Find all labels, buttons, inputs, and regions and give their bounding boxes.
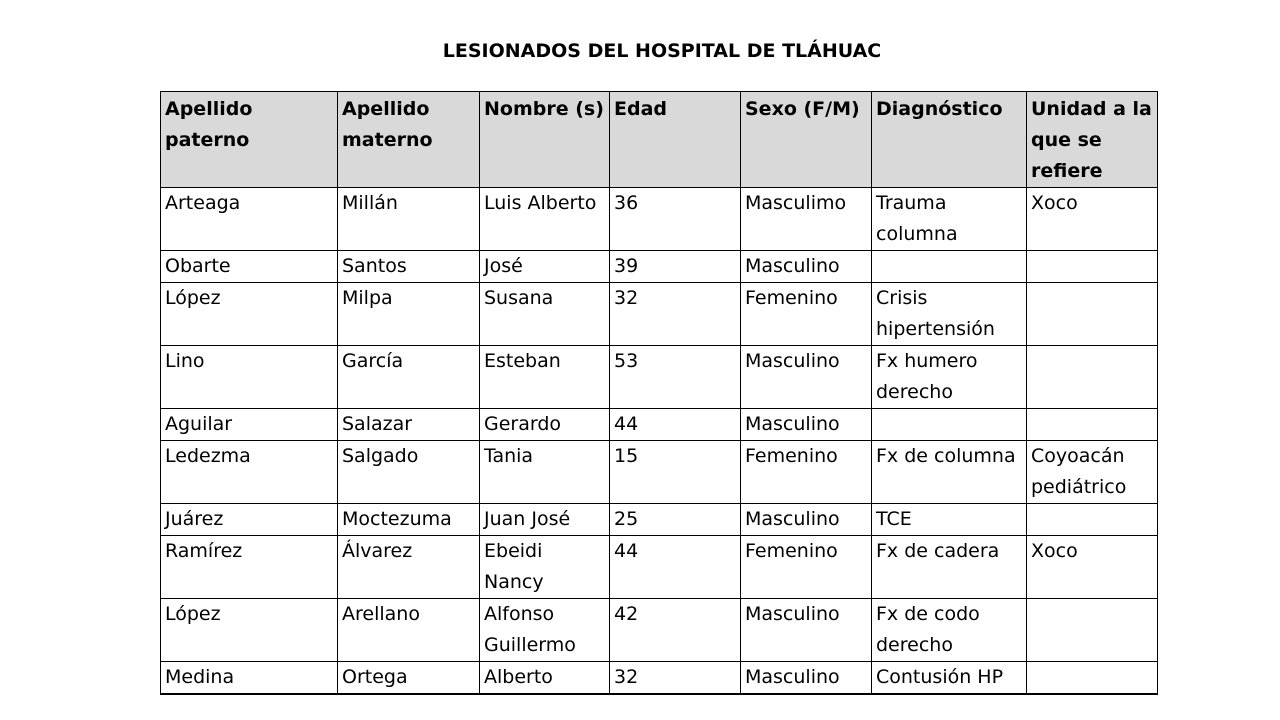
cell-unidad: Coyoacán pediátrico — [1027, 441, 1158, 504]
cell-apellido-materno: Arellano — [338, 599, 480, 662]
cell-edad: 32 — [610, 283, 741, 346]
table-row — [161, 441, 1158, 504]
cell-nombre: Luis Alberto — [480, 188, 610, 251]
cell-apellido-paterno: Ramírez — [161, 536, 338, 599]
table-row — [161, 536, 1158, 599]
cell-unidad: Xoco — [1027, 536, 1158, 599]
cell-diagnostico: TCE — [872, 504, 1027, 536]
cell-nombre: Ebeidi Nancy — [480, 536, 610, 599]
table-row — [161, 346, 1158, 409]
cell-unidad — [1027, 251, 1158, 283]
cell-diagnostico — [872, 251, 1027, 283]
header-apellido-materno: Apellido materno — [338, 92, 480, 188]
cell-edad: 15 — [610, 441, 741, 504]
cell-edad: 25 — [610, 504, 741, 536]
cell-edad: 39 — [610, 251, 741, 283]
cell-diagnostico: Trauma columna — [872, 188, 1027, 251]
cell-nombre: Alberto — [480, 662, 610, 695]
cell-unidad — [1027, 346, 1158, 409]
cell-nombre: Alfonso Guillermo — [480, 599, 610, 662]
cell-apellido-materno: Milpa — [338, 283, 480, 346]
cell-apellido-materno: García — [338, 346, 480, 409]
table-row — [161, 662, 1158, 695]
table-row — [161, 283, 1158, 346]
cell-sexo: Masculino — [741, 409, 872, 441]
cell-apellido-paterno: Aguilar — [161, 409, 338, 441]
cell-diagnostico: Fx de codo derecho — [872, 599, 1027, 662]
table-row — [161, 188, 1158, 251]
cell-apellido-materno: Millán — [338, 188, 480, 251]
cell-apellido-paterno: López — [161, 283, 338, 346]
cell-apellido-paterno: Lino — [161, 346, 338, 409]
cell-edad: 42 — [610, 599, 741, 662]
cell-edad: 36 — [610, 188, 741, 251]
cell-sexo: Masculino — [741, 599, 872, 662]
cell-apellido-paterno: Arteaga — [161, 188, 338, 251]
cell-nombre: Juan José — [480, 504, 610, 536]
cell-diagnostico: Fx de cadera — [872, 536, 1027, 599]
cell-sexo: Masculimo — [741, 188, 872, 251]
header-edad: Edad — [610, 92, 741, 188]
cell-apellido-paterno: Medina — [161, 662, 338, 695]
cell-sexo: Masculino — [741, 662, 872, 695]
cell-sexo: Masculino — [741, 251, 872, 283]
cell-edad: 32 — [610, 662, 741, 695]
cell-sexo: Masculino — [741, 504, 872, 536]
patients-table — [160, 91, 1158, 695]
cell-unidad: Xoco — [1027, 188, 1158, 251]
cell-apellido-paterno: Ledezma — [161, 441, 338, 504]
cell-edad: 53 — [610, 346, 741, 409]
cell-unidad — [1027, 409, 1158, 441]
cell-unidad — [1027, 662, 1158, 695]
cell-nombre: Esteban — [480, 346, 610, 409]
cell-diagnostico: Contusión HP — [872, 662, 1027, 695]
cell-nombre: José — [480, 251, 610, 283]
table-row — [161, 251, 1158, 283]
cell-apellido-materno: Salgado — [338, 441, 480, 504]
table-row — [161, 409, 1158, 441]
cell-edad: 44 — [610, 536, 741, 599]
header-diagnostico: Diagnóstico — [872, 92, 1027, 188]
cell-diagnostico: Fx de columna — [872, 441, 1027, 504]
cell-nombre: Susana — [480, 283, 610, 346]
cell-apellido-materno: Moctezuma — [338, 504, 480, 536]
cell-sexo: Femenino — [741, 283, 872, 346]
cell-apellido-paterno: López — [161, 599, 338, 662]
cell-unidad — [1027, 283, 1158, 346]
cell-diagnostico — [872, 409, 1027, 441]
cell-apellido-materno: Álvarez — [338, 536, 480, 599]
cell-sexo: Femenino — [741, 441, 872, 504]
cell-diagnostico: Crisis hipertensión — [872, 283, 1027, 346]
cell-apellido-materno: Salazar — [338, 409, 480, 441]
cell-unidad — [1027, 599, 1158, 662]
cell-nombre: Tania — [480, 441, 610, 504]
cell-apellido-paterno: Obarte — [161, 251, 338, 283]
cell-edad: 44 — [610, 409, 741, 441]
table-row — [161, 599, 1158, 662]
header-unidad: Unidad a la que se refiere — [1027, 92, 1158, 188]
cell-nombre: Gerardo — [480, 409, 610, 441]
table-row — [161, 504, 1158, 536]
header-apellido-paterno: Apellido paterno — [161, 92, 338, 188]
cell-diagnostico: Fx humero derecho — [872, 346, 1027, 409]
header-nombre: Nombre (s) — [480, 92, 610, 188]
cell-apellido-paterno: Juárez — [161, 504, 338, 536]
cell-unidad — [1027, 504, 1158, 536]
cell-sexo: Femenino — [741, 536, 872, 599]
page-title: LESIONADOS DEL HOSPITAL DE TLÁHUAC — [442, 40, 882, 62]
cell-apellido-materno: Ortega — [338, 662, 480, 695]
cell-sexo: Masculino — [741, 346, 872, 409]
header-sexo: Sexo (F/M) — [741, 92, 872, 188]
table-header-row — [161, 92, 1158, 188]
cell-apellido-materno: Santos — [338, 251, 480, 283]
